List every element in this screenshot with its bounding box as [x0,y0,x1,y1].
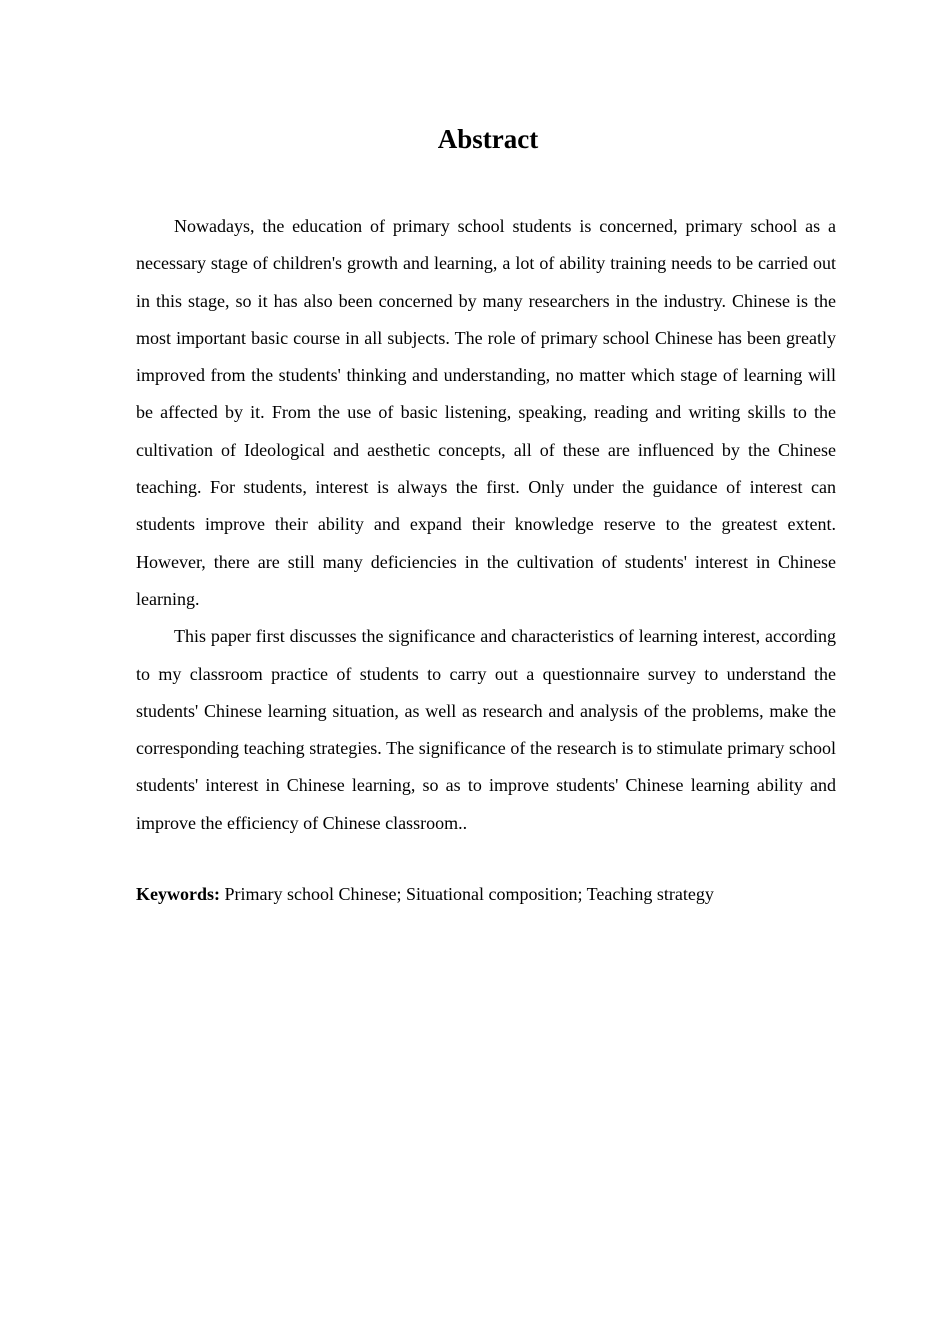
keywords-value: Primary school Chinese; Situational composition; Teaching strategy [220,884,714,904]
abstract-title: Abstract [437,124,539,154]
abstract-paragraph-1: Nowadays, the education of primary school students is concerned, primary school as a necessary stage of children's growth and learning, a lot of ability training needs to be carried out in this stage, so it has also been concerned by many researchers in the industry. Chinese is the most important basic course in all subjects. The role of primary school Chinese has been greatly improved from the students' thinking and understanding, no matter which stage of learning will be affected by it. From the use of basic listening, speaking, reading and writing skills to the cultivation of Ideological and aesthetic concepts, all of these are influenced by the Chinese teaching. For students, interest is always the first. Only under the guidance of interest can students improve their ability and expand their knowledge reserve to the greatest extent. However, there are still many deficiencies in the cultivation of students' interest in Chinese learning. [136,216,836,609]
abstract-paragraph-2: This paper first discusses the significance and characteristics of learning interest, according to my classroom practice of students to carry out a questionnaire survey to understand the students' Chinese learning situation, as well as research and analysis of the problems, make the corresponding teaching strategies. The significance of the research is to stimulate primary school students' interest in Chinese learning, so as to improve students' Chinese learning ability and improve the efficiency of Chinese classroom.. [136,626,836,833]
keywords-line [136,876,836,913]
keywords-label: Keywords: [136,884,220,904]
abstract-body [136,208,836,842]
